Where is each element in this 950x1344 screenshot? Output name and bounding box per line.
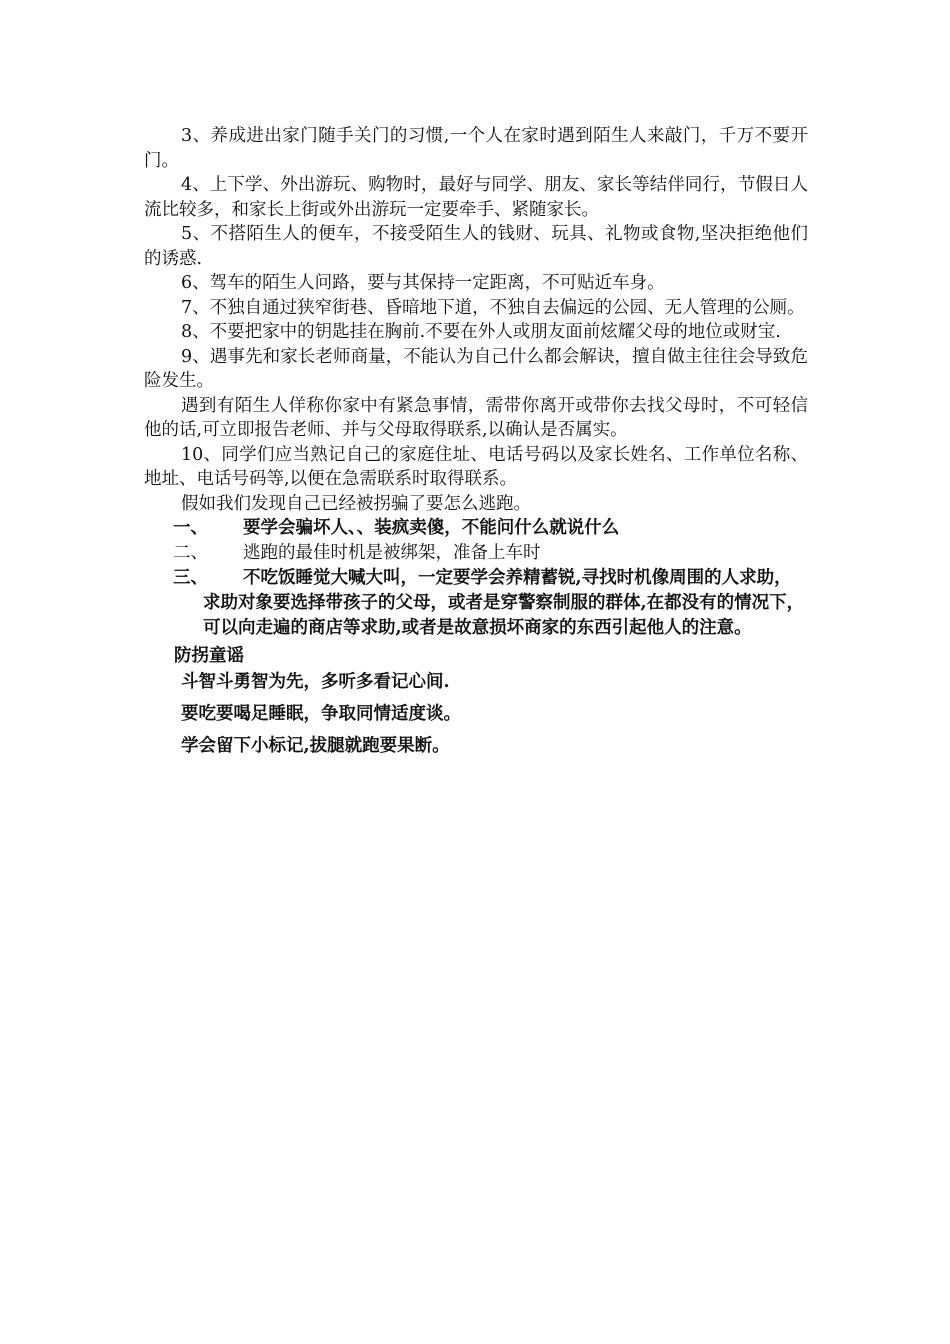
list-item-text: 要学会骗坏人、、装疯卖傻，不能问什么就说什么	[243, 518, 620, 538]
rhyme-line: 学会留下小标记,拔腿就跑要果断。	[181, 736, 450, 756]
paragraph-rule-3: 3、养成进出家门随手关门的习惯,一个人在家时遇到陌生人来敲门，千万不要开门。	[144, 126, 808, 171]
escape-list	[144, 516, 808, 641]
paragraph-rule-8: 8、不要把家中的钥匙挂在胸前.不要在外人或朋友面前炫耀父母的地位或财宝.	[181, 322, 781, 342]
list-marker: 一、	[173, 518, 208, 538]
escape-item-1	[144, 516, 808, 541]
paragraph-rule-9: 9、遇事先和家长老师商量，不能认为自己什么都会解诀，擅自做主往往会导致危险发生。	[144, 346, 808, 391]
paragraph-stranger-emergency: 遇到有陌生人佯称你家中有紧急事情，需带你离开或带你去找父母时，不可轻信他的话,可立即报告老师、并与父母取得联系,以确认是否属实。	[144, 395, 808, 440]
list-marker: 二、	[173, 543, 208, 563]
paragraph-rule-6: 6、驾车的陌生人问路，要与其保持一定距离，不可贴近车身。	[181, 273, 665, 293]
rhyme-title: 防拐童谣	[174, 646, 244, 666]
list-item-text: 不吃饭睡觉大喊大叫，一定要学会养精蓄锐,寻找时机像周围的人求助，求助对象要选择带孩子的父母，或者是穿警察制服的群体,在都没有的情况下，可以向走遍的商店等求助,或者是故意损坏商家的东西引起他人的注意。	[203, 568, 805, 638]
paragraph-rule-7: 7、不独自通过狭窄街巷、昏暗地下道，不独自去偏远的公园、无人管理的公厕。	[181, 297, 805, 318]
escape-item-3	[144, 566, 808, 641]
list-marker: 三、	[173, 568, 208, 588]
paragraph-escape-intro: 假如我们发现自己已经被拐骗了要怎么逃跑。	[181, 493, 531, 514]
list-item-text: 逃跑的最佳时机是被绑架，准备上车时	[243, 543, 541, 563]
paragraph-rule-4: 4、上下学、外出游玩、购物时，最好与同学、朋友、家长等结伴同行，节假日人流比较多，和家长上街或外出游玩一定要牵手、紧随家长。	[144, 175, 808, 220]
paragraph-rule-5: 5、不搭陌生人的便车，不接受陌生人的钱财、玩具、礼物或食物,坚决拒绝他们的诱惑.	[144, 224, 808, 269]
rhyme-line: 要吃要喝足睡眠，争取同情适度谈。	[181, 704, 461, 724]
rhyme-line: 斗智斗勇智为先，多听多看记心间.	[181, 672, 450, 692]
paragraph-rule-10: 10、同学们应当熟记自己的家庭住址、电话号码以及家长姓名、工作单位名称、地址、电话号码等,以便在急需联系时取得联系。	[144, 444, 808, 489]
escape-item-2	[144, 541, 808, 566]
document-body	[144, 124, 808, 760]
